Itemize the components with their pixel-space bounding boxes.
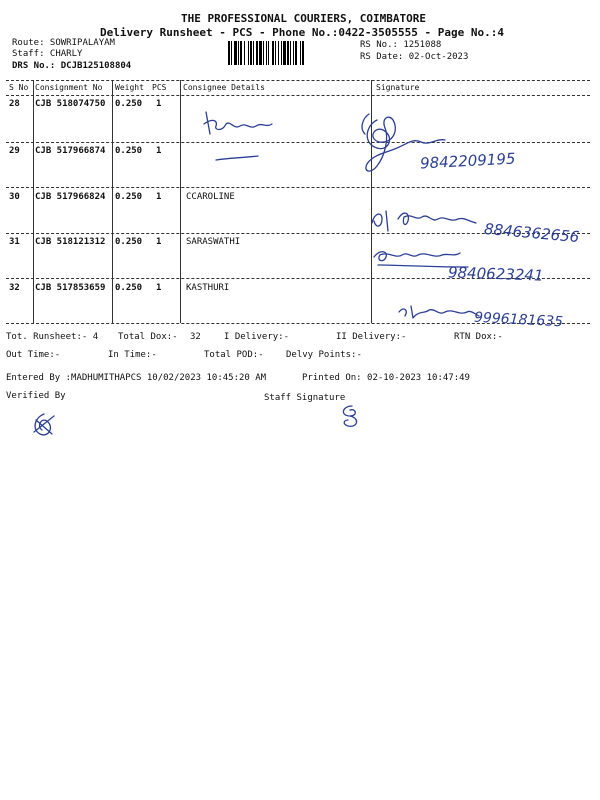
- row-sno: 32: [9, 283, 20, 293]
- verified-by-label: Verified By: [6, 391, 66, 401]
- row-consignment: CJB 518074750: [35, 99, 106, 109]
- total-pod: Total POD:-: [204, 350, 264, 360]
- row-rule-1: [6, 142, 590, 143]
- barcode-bar: [231, 41, 232, 65]
- out-time: Out Time:-: [6, 350, 61, 360]
- drs-number: DRS No.: DCJB125108804: [12, 61, 132, 71]
- rtn-dox: RTN Dox:-: [454, 332, 503, 342]
- handwritten-phone-29: 9842209195: [419, 149, 516, 173]
- company-name: THE PROFESSIONAL COURIERS, COIMBATORE: [181, 12, 427, 25]
- row-sno: 28: [9, 99, 20, 109]
- row-pcs: 1: [156, 192, 162, 202]
- barcode-bar: [248, 41, 249, 65]
- staff-label: Staff: CHARLY: [12, 49, 83, 59]
- row-weight: 0.250: [115, 237, 143, 247]
- entered-by: Entered By :MADHUMITHAPCS 10/02/2023 10:45:20 AM: [6, 373, 267, 383]
- ii-delivery: II Delivery:-: [336, 332, 407, 342]
- row-consignee: KASTHURI: [186, 283, 230, 293]
- rs-number: RS No.: 1251088: [360, 40, 442, 50]
- rs-date: RS Date: 02-Oct-2023: [360, 52, 469, 62]
- barcode-bar: [266, 41, 267, 65]
- barcode-bar: [290, 41, 291, 65]
- row-sno: 29: [9, 146, 20, 156]
- staff-signature-label: Staff Signature: [264, 393, 346, 403]
- total-runsheet: Tot. Runsheet:- 4: [6, 332, 99, 342]
- in-time: In Time:-: [108, 350, 157, 360]
- total-dox-value: 32: [190, 332, 201, 342]
- row-consignment: CJB 517853659: [35, 283, 106, 293]
- signature-row-31: [368, 245, 478, 269]
- handwritten-phone-32: 9996181635: [473, 309, 564, 331]
- signature-row-32: [395, 302, 480, 326]
- consignee-scribble-29: [212, 152, 272, 166]
- delvy-points: Delvy Points:-: [286, 350, 362, 360]
- row-consignment: CJB 518121312: [35, 237, 106, 247]
- total-dox-label: Total Dox:-: [118, 332, 178, 342]
- row-weight: 0.250: [115, 99, 143, 109]
- barcode-bar: [287, 41, 289, 65]
- barcode-bar: [256, 41, 258, 65]
- barcode-bar: [240, 41, 242, 65]
- route-label: Route: SOWRIPALAYAM: [12, 38, 115, 48]
- row-rule-2: [6, 187, 590, 188]
- verified-by-signature: [28, 410, 58, 440]
- signature-row-28-29: [355, 108, 475, 183]
- barcode-bar: [234, 41, 237, 65]
- row-consignee: CCAROLINE: [186, 192, 235, 202]
- i-delivery: I Delivery:-: [224, 332, 290, 342]
- barcode-bar: [259, 41, 262, 65]
- row-weight: 0.250: [115, 146, 143, 156]
- row-consignee: SARASWATHI: [186, 237, 241, 247]
- handwritten-phone-31: 9840623241: [447, 263, 544, 285]
- row-consignment: CJB 517966824: [35, 192, 106, 202]
- col-header-consignee: Consignee Details: [183, 83, 265, 92]
- barcode-bar: [263, 41, 264, 65]
- col-divider-2: [112, 80, 113, 323]
- barcode-bar: [272, 41, 274, 65]
- col-divider-1: [33, 80, 34, 323]
- handwritten-phone-30: 8846362656: [483, 219, 581, 247]
- barcode-bar: [228, 41, 230, 65]
- row-weight: 0.250: [115, 192, 143, 202]
- consignee-scribble-28: [200, 108, 280, 138]
- row-pcs: 1: [156, 283, 162, 293]
- signature-row-30: [368, 205, 488, 235]
- barcode-bar: [283, 41, 286, 65]
- barcode-bar: [302, 41, 304, 65]
- staff-signature-mark: [334, 402, 364, 430]
- barcode: [228, 41, 356, 65]
- barcode-bar: [281, 41, 282, 65]
- row-weight: 0.250: [115, 283, 143, 293]
- row-pcs: 1: [156, 237, 162, 247]
- col-header-pcs: PCS: [152, 83, 167, 92]
- row-pcs: 1: [156, 99, 162, 109]
- row-pcs: 1: [156, 146, 162, 156]
- printed-on: Printed On: 02-10-2023 10:47:49: [302, 373, 470, 383]
- barcode-bar: [278, 41, 279, 65]
- barcode-bar: [244, 41, 245, 65]
- barcode-bar: [238, 41, 239, 65]
- col-header-consignment: Consignment No: [35, 83, 103, 92]
- row-sno: 31: [9, 237, 20, 247]
- col-header-signature: Signature: [376, 83, 420, 92]
- row-sno: 30: [9, 192, 20, 202]
- barcode-bar: [295, 41, 297, 65]
- barcode-bar: [250, 41, 252, 65]
- row-consignment: CJB 517966874: [35, 146, 106, 156]
- col-header-sno: S No: [9, 83, 29, 92]
- barcode-bar: [268, 41, 269, 65]
- col-header-weight: Weight: [115, 83, 144, 92]
- runsheet-title: Delivery Runsheet - PCS - Phone No.:0422-3505555 - Page No.:4: [100, 26, 504, 39]
- barcode-bar: [293, 41, 294, 65]
- barcode-bar: [300, 41, 301, 65]
- table-top-rule: [6, 80, 590, 81]
- col-divider-3: [180, 80, 181, 323]
- barcode-bar: [275, 41, 276, 65]
- barcode-bar: [253, 41, 254, 65]
- table-header-rule: [6, 95, 590, 96]
